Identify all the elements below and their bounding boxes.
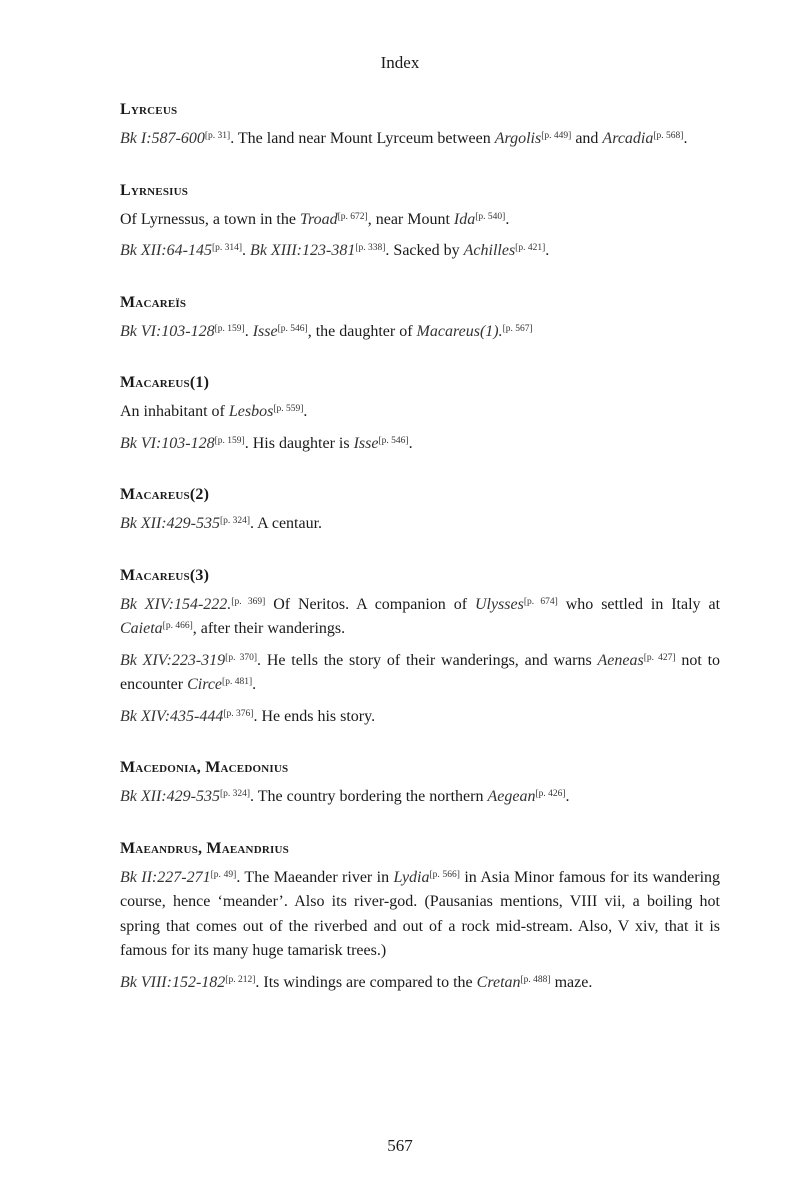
cross-reference-link[interactable]: Lydia — [393, 868, 430, 886]
page-number: 567 — [387, 1136, 413, 1155]
cross-reference-link[interactable]: Achilles — [463, 242, 516, 259]
page-reference: [p. 324] — [219, 516, 251, 526]
cross-reference-link[interactable]: Isse — [252, 322, 278, 340]
entry-paragraph — [120, 866, 720, 964]
page-reference: [p. 488] — [520, 974, 551, 985]
entry-paragraph — [120, 208, 720, 233]
body-text: . The country bordering the northern — [250, 788, 488, 805]
page-reference: [p. 426] — [535, 789, 566, 799]
body-text: . — [244, 322, 253, 340]
cross-reference-link[interactable]: Argolis — [494, 130, 542, 147]
body-text: Of Neritos. A companion of — [265, 595, 475, 613]
page-reference: [p. 421] — [515, 243, 546, 253]
entry-paragraph — [120, 971, 720, 996]
body-text: not to encounter — [120, 651, 721, 693]
page-reference: [p. 159] — [214, 323, 245, 334]
book-reference-link[interactable]: Bk XII:64-145 — [120, 242, 212, 259]
index-entry-maeandrus-maeandrius — [120, 840, 720, 996]
entry-paragraph — [120, 785, 720, 810]
index-entry-macareus-3 — [120, 567, 720, 730]
page-reference: [p. 546] — [378, 435, 409, 446]
book-reference-link[interactable]: Bk I:587-600 — [120, 130, 205, 147]
cross-reference-link[interactable]: Isse — [353, 434, 379, 452]
cross-reference-link[interactable]: Aeneas — [597, 651, 644, 669]
page-reference: [p. 324] — [219, 789, 251, 799]
cross-reference-link[interactable]: Aegean — [487, 788, 536, 805]
book-reference-link[interactable]: Bk XIV:223-319 — [120, 651, 226, 669]
book-reference-link[interactable]: Bk VI:103-128 — [120, 322, 215, 340]
entry-headword: Macareïs — [120, 293, 187, 311]
page-reference: [p. 546] — [277, 323, 308, 334]
body-text: , after their wanderings. — [192, 620, 346, 637]
entry-headword: Lyrceus — [120, 101, 178, 118]
index-entry-lyrnesius — [120, 182, 720, 264]
body-text: , near Mount — [367, 210, 454, 228]
page-reference: [p. 449] — [541, 131, 572, 141]
body-text: maze. — [550, 973, 593, 991]
page-reference: [p. 427] — [643, 652, 676, 663]
body-text: . — [242, 242, 251, 259]
page-reference: [p. 568] — [653, 131, 684, 141]
body-text: . He ends his story. — [253, 707, 376, 725]
body-text: , the daughter of — [307, 322, 417, 340]
book-reference-link[interactable]: Bk XIII:123-381 — [250, 242, 356, 259]
body-text: who settled in Italy at — [557, 595, 721, 613]
index-entry-macedonia-macedonius — [120, 759, 720, 810]
body-text: . Sacked by — [385, 242, 464, 259]
running-title: Index — [380, 53, 420, 72]
page-reference: [p. 49] — [210, 869, 237, 880]
page-reference: [p. 370] — [225, 652, 258, 663]
body-text: . — [545, 242, 550, 259]
page-reference: [p. 314] — [211, 243, 243, 253]
body-text: . The Maeander river in — [236, 868, 394, 886]
body-text: . His daughter is — [244, 434, 354, 452]
book-reference-link[interactable]: Bk XIV:154-222. — [120, 595, 232, 613]
page-reference: [p. 566] — [429, 869, 460, 880]
body-text: Of Lyrnessus, a town in the — [120, 210, 300, 228]
index-entry-lyrceus — [120, 101, 720, 152]
cross-reference-link[interactable]: Circe — [187, 676, 223, 693]
body-text: . — [408, 434, 413, 452]
entry-headword: Macareus(2) — [120, 486, 210, 503]
index-entry-macareus-2 — [120, 486, 720, 537]
entry-headword: Macedonia, Macedonius — [120, 759, 289, 776]
index-entry-macareus-1 — [120, 374, 720, 456]
body-text: . — [505, 210, 510, 228]
cross-reference-link[interactable]: Cretan — [476, 973, 521, 991]
book-reference-link[interactable]: Bk XIV:435-444 — [120, 707, 224, 725]
page-reference: [p. 338] — [355, 243, 386, 253]
page-reference: [p. 369] — [231, 596, 266, 607]
page-reference: [p. 567] — [502, 323, 533, 334]
page-reference: [p. 540] — [475, 211, 506, 222]
book-reference-link[interactable]: Bk XII:429-535 — [120, 788, 220, 805]
page-reference: [p. 212] — [225, 974, 256, 985]
entry-headword: Maeandrus, Maeandrius — [120, 839, 289, 857]
page-reference: [p. 559] — [273, 404, 304, 414]
book-reference-link[interactable]: Bk XII:429-535 — [120, 515, 220, 532]
cross-reference-link[interactable]: Ida — [453, 210, 476, 228]
page-reference: [p. 481] — [222, 677, 253, 687]
body-text: An inhabitant of — [120, 403, 229, 420]
entry-headword: Macareus(1) — [120, 374, 210, 391]
page-reference: [p. 672] — [337, 211, 368, 222]
body-text: . Its windings are compared to the — [255, 973, 477, 991]
page-reference: [p. 376] — [223, 708, 254, 719]
body-text: . The land near Mount Lyrceum between — [230, 130, 495, 147]
body-text: . A centaur. — [250, 515, 323, 532]
page-reference: [p. 466] — [162, 621, 193, 631]
entry-paragraph — [120, 649, 720, 698]
entry-paragraph — [120, 512, 720, 537]
body-text: in Asia Minor famous for its wandering course, hence ‘meander’. Also its river-god. (Pausanias mentions, VIII vii, a boiling hot spring that comes out of the riverbed and out of a rock mid-stream. Also, V xiv, that it is famous for its many huge tamarisk trees.) — [120, 868, 721, 959]
page-reference: [p. 31] — [204, 131, 231, 141]
cross-reference-link[interactable]: Caieta — [120, 620, 163, 637]
book-reference-link[interactable]: Bk VIII:152-182 — [120, 973, 226, 991]
cross-reference-link[interactable]: Ulysses — [474, 595, 524, 613]
cross-reference-link[interactable]: Macareus(1). — [416, 322, 503, 340]
page-reference: [p. 159] — [214, 435, 245, 446]
entry-paragraph — [120, 320, 720, 345]
entry-headword: Macareus(3) — [120, 566, 210, 584]
entry-paragraph — [120, 705, 720, 730]
body-text: . — [683, 130, 688, 147]
body-text: . — [303, 403, 308, 420]
entry-paragraph — [120, 593, 720, 642]
body-text: and — [571, 130, 603, 147]
cross-reference-link[interactable]: Lesbos — [228, 403, 274, 420]
entry-paragraph — [120, 127, 720, 152]
body-text: . He tells the story of their wanderings, and warns — [257, 651, 598, 669]
cross-reference-link[interactable]: Arcadia — [602, 130, 654, 147]
entry-paragraph — [120, 432, 720, 457]
entry-paragraph — [120, 400, 720, 425]
page-reference: [p. 674] — [523, 596, 558, 607]
book-reference-link[interactable]: Bk VI:103-128 — [120, 434, 215, 452]
cross-reference-link[interactable]: Troad — [299, 210, 338, 228]
entry-headword: Lyrnesius — [120, 181, 189, 199]
index-entries — [120, 101, 720, 1025]
entry-paragraph — [120, 239, 720, 264]
body-text: . — [252, 676, 257, 693]
book-reference-link[interactable]: Bk II:227-271 — [120, 868, 211, 886]
body-text: . — [565, 788, 570, 805]
index-entry-macare-s — [120, 294, 720, 345]
